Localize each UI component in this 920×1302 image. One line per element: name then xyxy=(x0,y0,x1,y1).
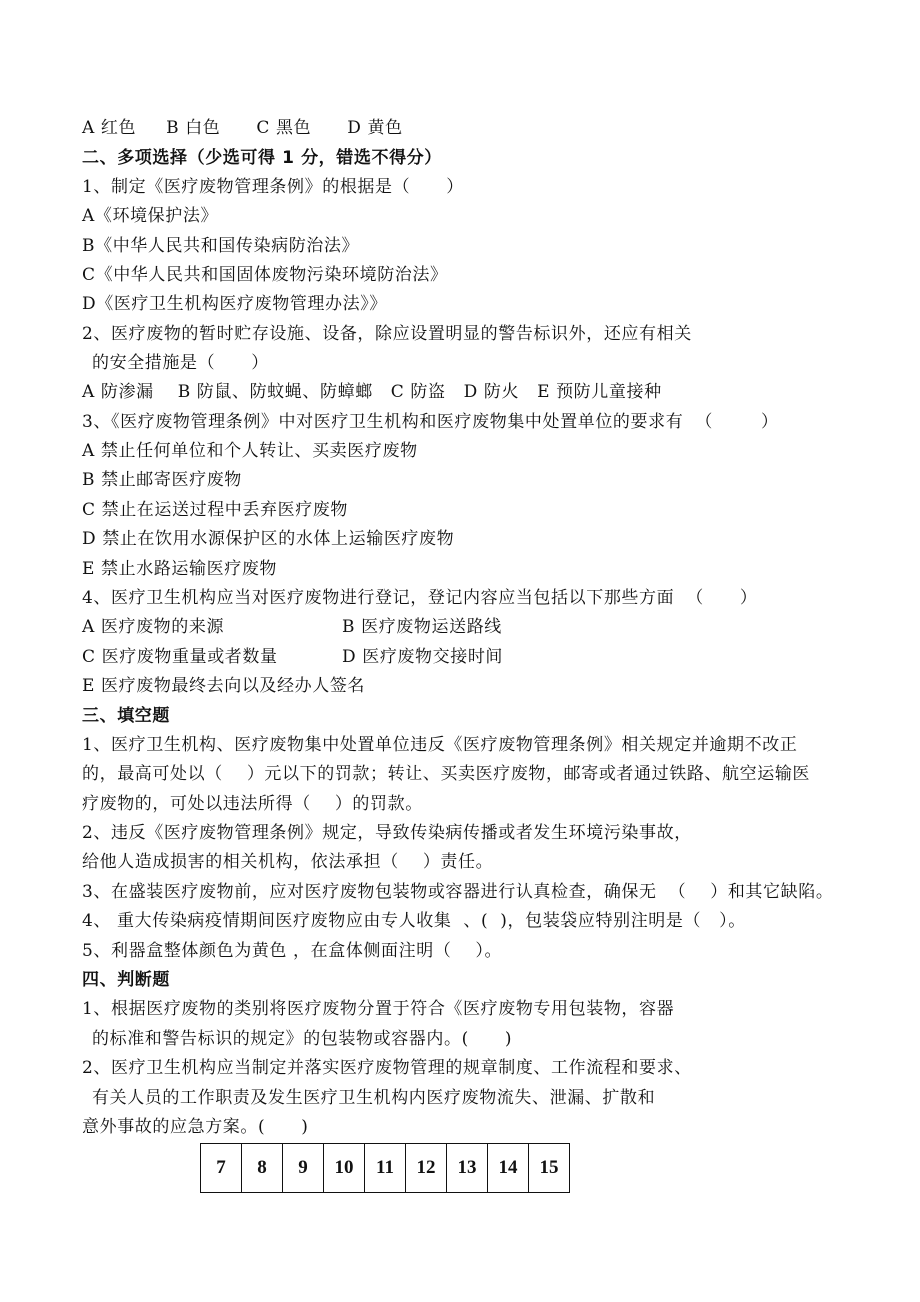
table-cell: 9 xyxy=(283,1144,324,1193)
question-line: 2、违反《医疗废物管理条例》规定，导致传染病传播或者发生环境污染事故， xyxy=(82,823,692,843)
option-line: C 禁止在运送过程中丢弃医疗废物 xyxy=(82,500,349,520)
table-cell: 12 xyxy=(406,1144,447,1193)
table-cell: 10 xyxy=(324,1144,365,1193)
table-cell: 15 xyxy=(529,1144,570,1193)
question-line-continued: 疗废物的，可处以违法所得（ ）的罚款。 xyxy=(82,794,423,814)
option-line: C《中华人民共和国固体废物污染环境防治法》 xyxy=(82,265,448,285)
option-line: C 医疗废物重量或者数量 xyxy=(82,647,278,667)
question-line: 2、医疗废物的暂时贮存设施、设备，除应设置明显的警告标识外，还应有相关 xyxy=(82,324,692,344)
option-line: A 防渗漏 B 防鼠、防蚊蝇、防蟑螂 C 防盗 D 防火 E 预防儿童接种 xyxy=(82,382,662,402)
option-line: A《环境保护法》 xyxy=(82,206,219,226)
question-line: 4、医疗卫生机构应当对医疗废物进行登记，登记内容应当包括以下那些方面 （ ） xyxy=(82,588,758,608)
table-cell: 7 xyxy=(201,1144,242,1193)
question-line: 2、医疗卫生机构应当制定并落实医疗废物管理的规章制度、工作流程和要求、 xyxy=(82,1058,692,1078)
option-line: E 医疗废物最终去向以及经办人签名 xyxy=(82,676,366,696)
question-line-continued: 的，最高可处以（ ）元以下的罚款；转让、买卖医疗废物，邮寄或者通过铁路、航空运输医 xyxy=(82,764,811,784)
question-line-continued: 意外事故的应急方案。( ) xyxy=(82,1117,309,1137)
option-line: B 医疗废物运送路线 xyxy=(342,617,502,637)
question-line: 3、《医疗废物管理条例》中对医疗卫生机构和医疗废物集中处置单位的要求有 （ ） xyxy=(82,412,779,432)
question-line: 1、医疗卫生机构、医疗废物集中处置单位违反《医疗废物管理条例》相关规定并逾期不改正 xyxy=(82,735,798,755)
question-line: 1、根据医疗废物的类别将医疗废物分置于符合《医疗废物专用包装物，容器 xyxy=(82,999,675,1019)
table-cell: 14 xyxy=(488,1144,529,1193)
section-heading-multiple-choice: 二、多项选择（少选可得 1 分，错选不得分） xyxy=(82,148,442,168)
option-line: E 禁止水路运输医疗废物 xyxy=(82,559,278,579)
question-line: 1、制定《医疗废物管理条例》的根据是（ ） xyxy=(82,177,464,197)
question-line-continued: 有关人员的工作职责及发生医疗卫生机构内医疗废物流失、泄漏、扩散和 xyxy=(92,1088,656,1108)
option-line: D《医疗卫生机构医疗废物管理办法》》 xyxy=(82,294,387,314)
question-line: 3、在盛装医疗废物前，应对医疗废物包装物或容器进行认真检查，确保无 （ ）和其它缺陷。 xyxy=(82,882,834,902)
table-row xyxy=(201,1144,570,1193)
table-cell: 13 xyxy=(447,1144,488,1193)
option-line: B 禁止邮寄医疗废物 xyxy=(82,470,242,490)
question-line-continued: 的标准和警告标识的规定》的包装物或容器内。( ) xyxy=(92,1029,513,1049)
question-line: 5、利器盒整体颜色为黄色 ，在盒体侧面注明（ ）。 xyxy=(82,941,503,961)
answer-number-table xyxy=(200,1143,570,1193)
table-cell: 11 xyxy=(365,1144,406,1193)
option-line: B《中华人民共和国传染病防治法》 xyxy=(82,236,360,256)
section-heading-fill-blank: 三、填空题 xyxy=(82,706,170,726)
option-line: D 禁止在饮用水源保护区的水体上运输医疗废物 xyxy=(82,529,455,549)
option-line: A 医疗废物的来源 xyxy=(82,617,225,637)
choice-options-line: A 红色 B 白色 C 黑色 D 黄色 xyxy=(82,118,403,138)
question-line-continued: 给他人造成损害的相关机构，依法承担（ ）责任。 xyxy=(82,852,494,872)
option-line: D 医疗废物交接时间 xyxy=(342,647,504,667)
question-line-continued: 的安全措施是（ ） xyxy=(92,353,269,373)
table-cell: 8 xyxy=(242,1144,283,1193)
question-line: 4、 重大传染病疫情期间医疗废物应由专人收集 、( )，包装袋应特别注明是（ ）。 xyxy=(82,911,746,931)
option-line: A 禁止任何单位和个人转让、买卖医疗废物 xyxy=(82,441,418,461)
section-heading-true-false: 四、判断题 xyxy=(82,970,170,990)
